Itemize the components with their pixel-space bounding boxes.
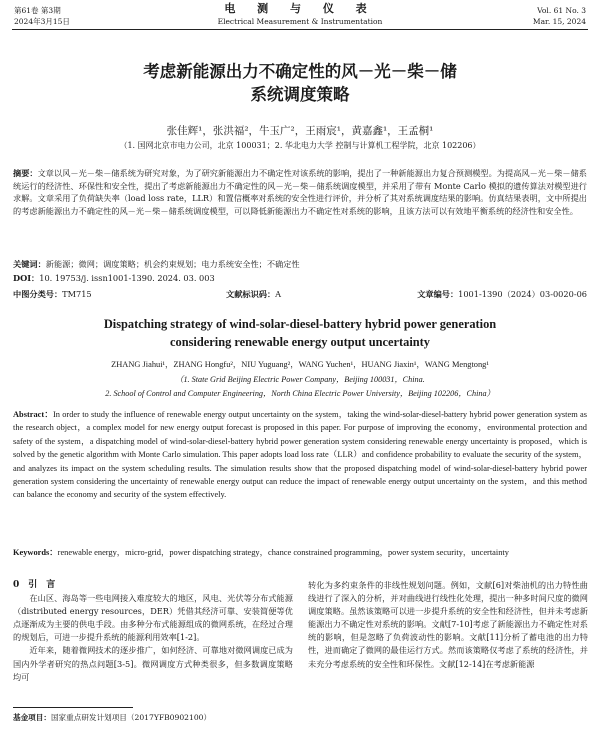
affiliation-cn: （1. 国网北京市电力公司，北京 100031；2. 华北电力大学 控制与计算机工程学院，北京 102206） [119, 141, 481, 150]
abstract-en [13, 408, 587, 502]
title-cn-line2: 系统调度策略 [250, 85, 350, 104]
affiliation-en-2: 2. School of Control and Computer Engineering，North China Electric Power University，Beijing 102206，China） [105, 389, 495, 398]
keywords-en [13, 546, 587, 559]
clc-label: 中图分类号： [13, 289, 63, 299]
date-cn: 2024年3月15日 [14, 17, 70, 26]
section-heading-introduction: 0 引 言 [13, 580, 56, 590]
article-number [417, 289, 587, 300]
title-cn-line1: 考虑新能源出力不确定性的风－光－柴－储 [143, 62, 457, 81]
title-en-line2: considering renewable energy output uncertainty [170, 335, 430, 349]
header-rule [12, 29, 588, 30]
volume-issue-cn: 第61卷 第3期 [14, 6, 61, 15]
authors-cn: 张佳辉¹，张洪福²，牛玉广²，王雨宸¹，黄嘉鑫¹，王孟桐¹ [166, 125, 434, 137]
journal-name-en: Electrical Measurement & Instrumentation [217, 17, 383, 26]
keywords-en-label: Keywords： [13, 548, 58, 557]
doi-value: 10. 19753/j. issn1001-1390. 2024. 03. 003 [39, 273, 215, 283]
footnote-rule [13, 707, 133, 708]
body-left-column [13, 579, 293, 684]
title-en-line1: Dispatching strategy of wind-solar-diesel-battery hybrid power generation [103, 317, 497, 331]
body-right-column [308, 579, 588, 671]
funding-text: 国家重点研发计划项目（2017YFB0902100） [50, 713, 212, 722]
keywords-cn-label: 关键词： [13, 259, 46, 269]
funding-label: 基金项目： [13, 713, 51, 722]
abstract-cn-text: 文章以风－光－柴－储系统为研究对象，为了研究新能源出力不确定性对该系统的影响，提出了一种新能源出力复合预测模型。为提高风－光－柴－储系统运行的经济性、环保性和安全性，提出了考虑新能源出力不确定性的风－光－柴－储系统调度模型，并采用了带有 Monte Carlo 模拟的遗传算法对模型进行求解。文章采用了负荷缺失率（load loss rate，LLR）和置信概率对系统的安全性进行评价，并分析了其对系统调度结果的影响。仿真结果表明，文中所提出的考虑新能源出力不确定性的风－光－柴－储系统调度模型，可以降低新能源出力不确定性对系统的影响，且该方法可以有效地平衡系统的经济性和安全性。 [13, 168, 587, 216]
authors-en: ZHANG Jiahui¹，ZHANG Hongfu²，NIU Yuguang²，WANG Yuchen¹，HUANG Jiaxin¹，WANG Mengtong¹ [111, 360, 489, 369]
date-en: Mar. 15, 2024 [532, 17, 586, 26]
abstract-cn-label: 摘要： [13, 168, 38, 178]
affiliation-en-1: （1. State Grid Beijing Electric Power Company，Beijing 100031，China. [175, 375, 425, 384]
doccode-value: A [275, 289, 282, 299]
keywords-cn-text: 新能源；微网；调度策略；机会约束规划；电力系统安全性；不确定性 [45, 259, 300, 269]
keywords-cn [13, 258, 587, 271]
artno-label: 文章编号： [417, 289, 459, 299]
clc-value: TM715 [62, 289, 92, 299]
funding-footnote [13, 712, 211, 723]
document-code [226, 289, 281, 300]
volume-issue-en: Vol. 61 No. 3 [537, 6, 586, 15]
abstract-en-label: Abstract： [13, 410, 53, 419]
abstract-en-text: In order to study the influence of renewable energy output uncertainty on the system，taking the wind-solar-diesel-battery hybrid power generation system as the research object，a complex model for new energy output forecast is proposed in this paper. For purpose of improving the economy，environmental protection and safety of the system，a dispatching model of wind-solar-diesel-battery hybrid power generation system considering renewable energy uncertainty is proposed，which is solved by the genetic algorithm with Monte Carlo simulation. This paper adopts load loss rate（LLR）and confidence probability to evaluate the security of the system，and analyzes its impact on the system scheduling results. The simulation results show that the proposed dispatching model of wind-solar-diesel-battery hybrid power generation system considering the uncertainty of renewable energy output can reduce the impact of renewable energy output uncertainty on the system，and this method can balance the economy and security of the system effectively. [13, 410, 587, 500]
doccode-label: 文献标识码： [226, 289, 276, 299]
artno-value: 1001-1390（2024）03-0020-06 [458, 289, 587, 299]
doi-label: DOI： [13, 273, 40, 283]
clc-number [13, 289, 92, 300]
body-paragraph-2: 近年来，随着微网技术的逐步推广，如何经济、可靠地对微网调度已成为国内外学者研究的热点问题[3-5]。微网调度方式种类很多，但多数调度策略均可 [13, 645, 293, 682]
keywords-en-text: renewable energy，micro-grid，power dispatching strategy，chance constrained programming，power system security，uncertainty [57, 548, 509, 557]
doi-line [13, 272, 587, 285]
body-paragraph-right: 转化为多约束条件的非线性规划问题。例如，文献[6]对柴油机的出力特性曲线进行了深入的分析，并对曲线进行线性化处理，提出一种多时间尺度的微网调度策略。虽然该策略可以进一步提升系统的安全性和经济性，但并未考虑新能源出力不确定性对系统的影响。文献[7-10]考虑了新能源出力不确定性对系统的影响，但是忽略了负荷波动性的影响。文献[11]分析了蓄电池的出力特性，进而确定了微网的最佳运行方式。然而该策略仅考虑了系统的经济性，并未充分考虑系统的安全性和环保性。文献[12-14]在考虑新能源 [308, 580, 588, 669]
abstract-cn [13, 167, 587, 217]
journal-name-cn: 电 测 与 仪 表 [224, 2, 376, 15]
body-paragraph-1: 在山区、海岛等一些电网接入难度较大的地区，风电、光伏等分布式能源（distributed energy resources，DER）凭借其经济可靠、安装简便等优点逐渐成为主要的供电手段。由多种分布式能源组成的微网系统，在经过合理的规划后，可进一步提升系统的能源利用效率[1-2]。 [13, 593, 293, 643]
